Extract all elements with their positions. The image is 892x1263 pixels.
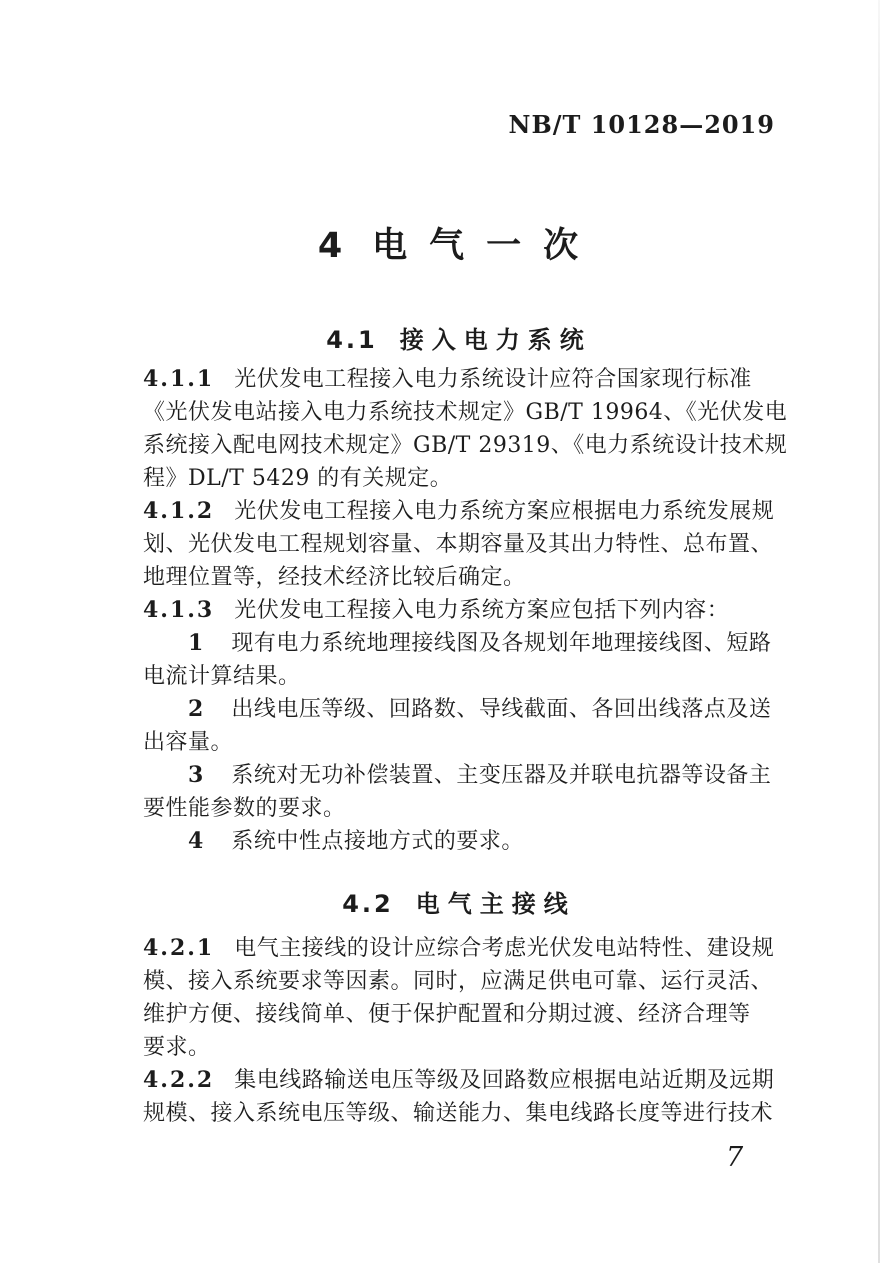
body-line: 程》DL/T 5429 的有关规定。 [143,466,453,491]
body-line: 划、光伏发电工程规划容量、本期容量及其出力特性、总布置、 [143,532,774,557]
clause-number: 4.1.1 [143,366,215,392]
scan-edge-line [878,0,880,1263]
body-line-list-item: 2 出线电压等级、回路数、导线截面、各回出线落点及送 [188,696,772,722]
body-line: 《光伏发电站接入电力系统技术规定》GB/T 19964、《光伏发电 [143,400,788,425]
body-line: 4.1.3 光伏发电工程接入电力系统方案应包括下列内容： [143,597,730,623]
page-number: 7 [726,1142,744,1173]
item-number: 2 [188,696,206,722]
body-line: 4.1.2 光伏发电工程接入电力系统方案应根据电力系统发展规 [143,498,775,524]
item-number: 1 [188,630,206,656]
body-line: 要性能参数的要求。 [143,796,346,821]
clause-number: 4.1.2 [143,498,215,524]
item-number: 4 [188,828,206,854]
chapter-title-text: 电气一次 [372,226,601,266]
body-line: 地理位置等，经技术经济比较后确定。 [143,565,526,590]
body-line-list-item: 1 现有电力系统地理接线图及各规划年地理接线图、短路 [188,630,772,656]
clause-number: 4.2.2 [143,1067,215,1093]
section-heading-title: 电气主接线 [415,890,576,918]
clause-number: 4.1.3 [143,597,215,623]
section-4-2-body [143,932,783,1130]
clause-number: 4.2.1 [143,935,215,961]
item-number: 3 [188,762,206,788]
section-heading-title: 接入电力系统 [399,326,592,354]
chapter-number: 4 [317,226,343,266]
section-heading-4-1 [143,320,775,355]
standard-number-header: NB/T 10128—2019 [508,110,775,139]
section-4-1-body [143,363,788,858]
body-line: 要求。 [143,1035,211,1060]
chapter-title [143,218,775,268]
body-line: 4.1.1 光伏发电工程接入电力系统设计应符合国家现行标准 [143,366,752,392]
body-line: 系统接入配电网技术规定》GB/T 29319、《电力系统设计技术规 [143,433,788,458]
section-heading-4-2 [143,884,775,919]
body-line: 4.2.1 电气主接线的设计应综合考虑光伏发电站特性、建设规 [143,935,775,961]
body-line: 4.2.2 集电线路输送电压等级及回路数应根据电站近期及远期 [143,1067,775,1093]
body-line: 电流计算结果。 [143,664,301,689]
section-heading-number: 4.1 [326,326,378,354]
body-line: 维护方便、接线简单、便于保护配置和分期过渡、经济合理等 [143,1002,751,1027]
section-heading-number: 4.2 [342,890,394,918]
body-line: 规模、接入系统电压等级、输送能力、集电线路长度等进行技术 [143,1101,774,1126]
body-line-list-item: 4 系统中性点接地方式的要求。 [188,828,524,854]
body-line-list-item: 3 系统对无功补偿装置、主变压器及并联电抗器等设备主 [188,762,772,788]
body-line: 模、接入系统要求等因素。同时，应满足供电可靠、运行灵活、 [143,969,774,994]
body-line: 出容量。 [143,730,234,755]
